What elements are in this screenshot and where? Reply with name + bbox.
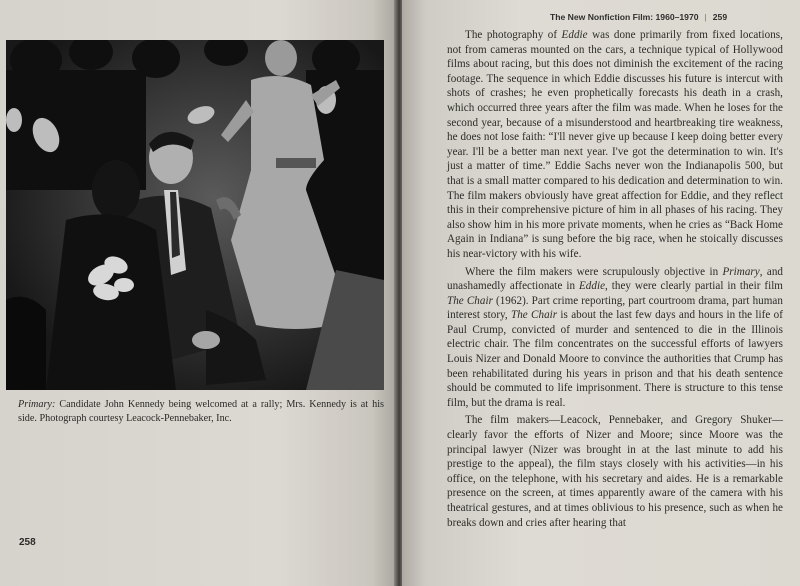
italic-title: Primary bbox=[722, 265, 760, 278]
running-head bbox=[550, 12, 790, 26]
text-run: The photography of bbox=[465, 29, 562, 41]
italic-title: The Chair bbox=[447, 294, 493, 307]
body-text bbox=[447, 28, 783, 530]
photo-illustration bbox=[6, 40, 384, 390]
caption-text: Candidate John Kennedy being welcomed at a rally; Mrs. Kennedy is at his side. Photograph courtesy Leacock-Pennebaker, Inc. bbox=[18, 399, 384, 424]
body-paragraph bbox=[447, 28, 783, 262]
running-head-title: The New Nonfiction Film: 1960–1970 bbox=[550, 12, 699, 22]
page-number-right: 259 bbox=[712, 12, 728, 22]
body-paragraph bbox=[447, 413, 783, 530]
text-run: , and unashamedly affectionate in bbox=[447, 265, 784, 293]
italic-title: The Chair bbox=[511, 309, 558, 322]
caption-lead: Primary: bbox=[18, 399, 56, 410]
photo-caption bbox=[18, 398, 384, 426]
italic-title: Eddie bbox=[578, 280, 606, 293]
text-run: , they were clearly partial in their film bbox=[605, 280, 783, 293]
text-run: Where the film makers were scrupulously objective in bbox=[465, 265, 723, 278]
italic-title: Eddie bbox=[561, 29, 588, 41]
running-head-separator: | bbox=[704, 12, 707, 22]
text-run: The film makers—Leacock, Pennebaker, and Gregory Shuker—clearly favor the efforts of Nizer and Moore; since Moore was the principal lawyer (Nizer was brought in at the last minute to add his prestige to the appeal), the film stays closely with his activities—in his office, on the telephone, with his secretary and aides. He is a remarkable presence on the screen, at times apparently aware of the camera with his theatrical gestures, and at times oblivious to his presence, such as when he breaks down and cries after hearing that bbox=[447, 414, 783, 529]
page-number-left: 258 bbox=[19, 537, 36, 548]
text-run: was done primarily from fixed locations, not from cameras mounted on the cars, a technique typical of Hollywood films about racing, but this does not diminish the excitement of the racing footage. The sequence in which Eddie discusses his future is intercut with shots of crashes; he even prophetically forecasts his death in a crash, which occurred three years after the film was made. When he loses for the second year, because of a misunderstood and heartbreaking tire weakness, he does not lose faith: “I'll never give up because I keep doing better every year. I'll be a better man next year. I've got the determination to win. It's just a matter of time.” Eddie Sachs never won the Indianapolis 500, but that is a small matter compared to his dedication and determination to win. The film makers obviously have great affection for Eddie, and they reflect this in their comprehensive picture of him in all phases of his racing. They also show him in his more private moments, when he cries as “Back Home Again in Indiana” is sung before the big race, when he stoically discusses his near-victory with his wife. bbox=[447, 29, 783, 260]
left-page bbox=[0, 0, 396, 586]
body-paragraph bbox=[447, 265, 783, 411]
text-run: (1962). Part crime reporting, part courtroom drama, part human interest story, bbox=[447, 294, 783, 322]
text-run: is about the last few days and hours in the life of Paul Crump, convicted of murder and sentenced to die in the Illinois electric chair. The film concentrates on the successful efforts of lawyers Louis Nizer and Donald Moore to convince the authorities that Crump has been rehabilitated during his years in prison and that his death sentence should be commuted to life imprisonment. There is structure to this tense film, but the drama is real. bbox=[447, 309, 783, 409]
rally-photograph bbox=[6, 40, 384, 390]
